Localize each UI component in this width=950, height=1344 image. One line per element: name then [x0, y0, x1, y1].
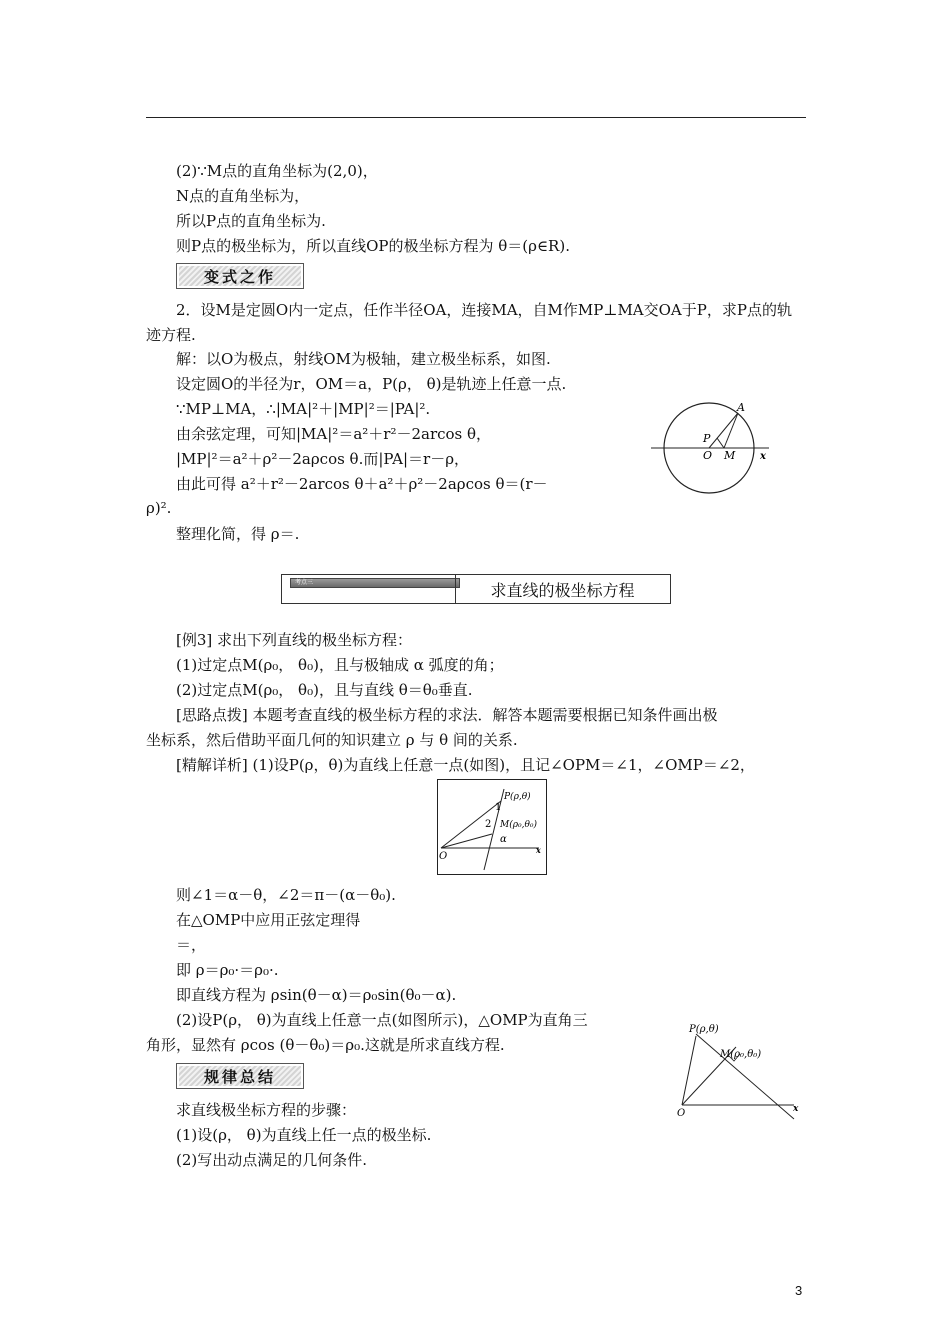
text-line: (1)过定点M(ρ₀， θ₀)，且与极轴成 α 弧度的角；	[176, 656, 504, 674]
label-x: x	[793, 1104, 799, 1114]
text-line: 解：以O为极点，射线OM为极轴，建立极坐标系，如图.	[176, 350, 551, 368]
text-line: N点的直角坐标为，	[176, 187, 310, 205]
text-line: (2)设P(ρ， θ)为直线上任意一点(如图所示)，△OMP为直角三	[176, 1011, 588, 1029]
text-line: 迹方程.	[146, 326, 196, 344]
angle-2: 2	[485, 819, 492, 830]
text-line: (2)∵M点的直角坐标为(2,0)，	[176, 162, 378, 180]
text-line: ∵MP⊥MA，∴|MA|²＋|MP|²＝|PA|².	[176, 400, 431, 418]
label-M: M(ρ₀,θ₀)	[720, 1049, 762, 1060]
perpendicular-figure	[676, 1021, 806, 1121]
text-line: 2．设M是定圆O内一定点，任作半径OA，连接MA，自M作MP⊥MA交OA于P，求P点的轨	[176, 301, 792, 319]
label-x: x	[760, 451, 766, 462]
text-line: |MP|²＝a²＋ρ²－2aρcos θ.而|PA|＝r－ρ，	[176, 450, 470, 468]
variant-badge	[176, 263, 304, 289]
text-line: [例3] 求出下列直线的极坐标方程：	[176, 631, 413, 649]
text-line: 由此可得 a²＋r²－2arcos θ＋a²＋ρ²－2aρcos θ＝(r－	[176, 475, 548, 493]
segment-OP	[441, 801, 501, 848]
text-line: ＝，	[176, 936, 207, 954]
label-A: A	[737, 401, 745, 414]
segment-MA	[724, 413, 738, 448]
label-x: x	[536, 845, 541, 855]
label-M: M(ρ₀,θ₀)	[500, 820, 538, 830]
text-line: 即直线方程为 ρsin(θ－α)＝ρ₀sin(θ₀－α).	[176, 986, 457, 1004]
text-line: 求直线极坐标方程的步骤：	[176, 1101, 357, 1119]
summary-badge	[176, 1063, 304, 1089]
label-O: O	[439, 851, 448, 862]
segment-OP	[682, 1036, 696, 1105]
line-figure-boxed	[437, 779, 547, 875]
label-P: P(ρ,θ)	[689, 1024, 719, 1035]
label-O: O	[677, 1108, 686, 1119]
text-line: 整理化简，得 ρ＝.	[176, 525, 300, 543]
label-P: P(ρ,θ)	[504, 792, 531, 802]
text-line: 则P点的极坐标为，所以直线OP的极坐标方程为 θ＝(ρ∈R).	[176, 237, 570, 255]
text-line: ρ)².	[146, 499, 172, 517]
page-number: 3	[795, 1283, 803, 1298]
segment-MP	[717, 438, 724, 448]
badge-label: 规律总结	[203, 1068, 276, 1086]
text-line: 在△OMP中应用正弦定理得	[176, 911, 361, 929]
text-line: (2)过定点M(ρ₀， θ₀)，且与直线 θ＝θ₀垂直.	[176, 681, 473, 699]
angle-alpha: α	[500, 834, 507, 845]
segment-OM	[441, 834, 492, 848]
label-P: P	[703, 432, 711, 445]
text-line: (1)设(ρ， θ)为直线上任一点的极坐标.	[176, 1126, 432, 1144]
text-line: 由余弦定理，可知|MA|²＝a²＋r²－2arcos θ，	[176, 425, 492, 443]
section-header-box	[281, 574, 671, 604]
radius-OA	[709, 413, 738, 448]
text-line: [思路点拨] 本题考查直线的极坐标方程的求法．解答本题需要根据已知条件画出极	[176, 706, 718, 724]
kaodian-tag: 考点三	[290, 578, 460, 588]
text-line: (2)写出动点满足的几何条件.	[176, 1151, 368, 1169]
text-line: 设定圆O的半径为r，OM＝a，P(ρ， θ)是轨迹上任意一点.	[176, 375, 567, 393]
text-line: 即 ρ＝ρ₀·＝ρ₀·.	[176, 961, 279, 979]
section-title: 求直线的极坐标方程	[490, 581, 635, 600]
circle-figure	[645, 395, 775, 495]
text-line: 则∠1＝α－θ，∠2＝π－(α－θ₀).	[176, 886, 396, 904]
label-M: M	[724, 449, 736, 462]
text-line: 所以P点的直角坐标为.	[176, 212, 326, 230]
angle-1: 1	[495, 802, 502, 813]
text-line: [精解详析] (1)设P(ρ，θ)为直线上任意一点(如图)，且记∠OPM＝∠1，∠OMP＝∠2，	[176, 756, 755, 774]
header-rule	[146, 117, 806, 118]
badge-label: 变式之作	[203, 268, 276, 286]
line-l	[696, 1034, 794, 1119]
text-line: 角形，显然有 ρcos (θ－θ₀)＝ρ₀.这就是所求直线方程.	[146, 1036, 505, 1054]
label-O: O	[703, 449, 713, 462]
text-line: 坐标系，然后借助平面几何的知识建立 ρ 与 θ 间的关系.	[146, 731, 518, 749]
